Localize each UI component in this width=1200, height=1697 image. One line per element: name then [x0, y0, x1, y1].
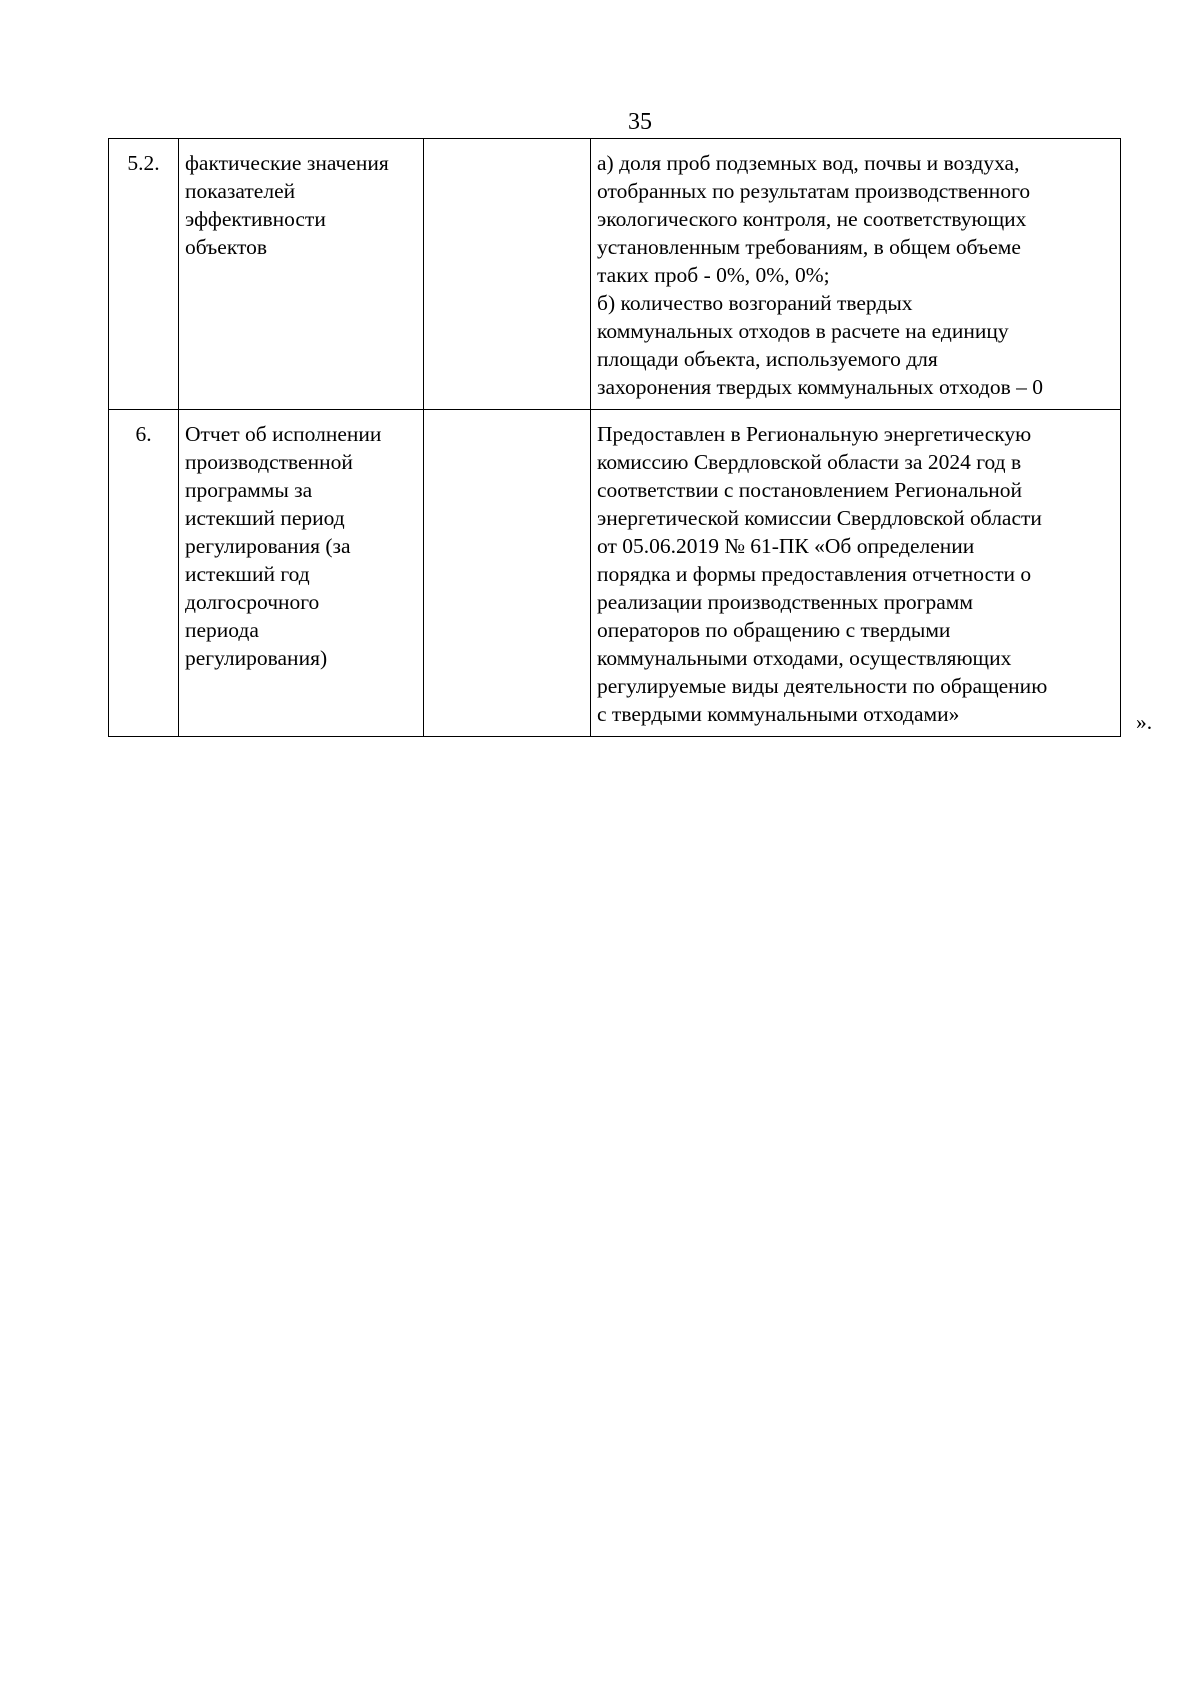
indicator-value-line: отобранных по результатам производственного [597, 179, 1031, 203]
indicator-name-line: фактические значения [185, 151, 389, 175]
document-table [108, 138, 1121, 737]
indicator-name-line: истекший период [185, 506, 345, 530]
indicator-value-line: энергетической комиссии Свердловской области [597, 506, 1042, 530]
indicator-name-line: периода [185, 618, 259, 642]
indicator-value-line: установленным требованиям, в общем объеме [597, 235, 1021, 259]
indicator-value-line: площади объекта, используемого для [597, 347, 938, 371]
indicator-name-line: долгосрочного [185, 590, 320, 614]
row-number-cell: 5.2. [109, 139, 179, 410]
page-number: 35 [628, 109, 652, 135]
empty-cell [424, 410, 591, 737]
indicator-value-line: а) доля проб подземных вод, почвы и воздуха, [597, 151, 1020, 175]
indicator-value-line: порядка и формы предоставления отчетности о [597, 562, 1032, 586]
indicator-value-line: операторов по обращению с твердыми [597, 618, 951, 642]
indicator-value-line: соответствии с постановлением Региональной [597, 478, 1023, 502]
row-number-cell: 6. [109, 410, 179, 737]
indicator-value-line: экологического контроля, не соответствующих [597, 207, 1027, 231]
indicator-value-line: Предоставлен в Региональную энергетическую [597, 422, 1032, 446]
table-row [109, 139, 1121, 410]
indicator-value-line: захоронения твердых коммунальных отходов – 0 [597, 375, 1043, 399]
indicator-name-line: показателей [185, 179, 296, 203]
indicator-name-line: эффективности [185, 207, 326, 231]
indicator-value-line: коммунальных отходов в расчете на единицу [597, 319, 1009, 343]
indicator-value-line: таких проб - 0%, 0%, 0%; [597, 263, 830, 287]
closing-quote-mark: ». [1136, 710, 1153, 734]
indicator-name-line: программы за [185, 478, 313, 502]
indicator-name-line: регулирования) [185, 646, 328, 670]
indicator-value-line: комиссию Свердловской области за 2024 год в [597, 450, 1022, 474]
empty-cell [424, 139, 591, 410]
indicator-value-line: б) количество возгораний твердых [597, 291, 913, 315]
indicator-name-line: истекший год [185, 562, 310, 586]
indicator-name-line: производственной [185, 450, 353, 474]
indicator-value-line: от 05.06.2019 № 61-ПК «Об определении [597, 534, 975, 558]
indicator-name-cell [179, 139, 424, 410]
indicator-value-cell [591, 410, 1121, 737]
indicator-name-line: объектов [185, 235, 267, 259]
table-body [109, 139, 1121, 737]
indicator-value-cell [591, 139, 1121, 410]
indicator-name-line: регулирования (за [185, 534, 351, 558]
indicator-name-line: Отчет об исполнении [185, 422, 382, 446]
table-row [109, 410, 1121, 737]
indicator-value-line: реализации производственных программ [597, 590, 973, 614]
indicator-value-line: коммунальными отходами, осуществляющих [597, 646, 1012, 670]
indicator-name-cell [179, 410, 424, 737]
indicator-value-line: с твердыми коммунальными отходами» [597, 702, 960, 726]
indicator-value-line: регулируемые виды деятельности по обращению [597, 674, 1048, 698]
